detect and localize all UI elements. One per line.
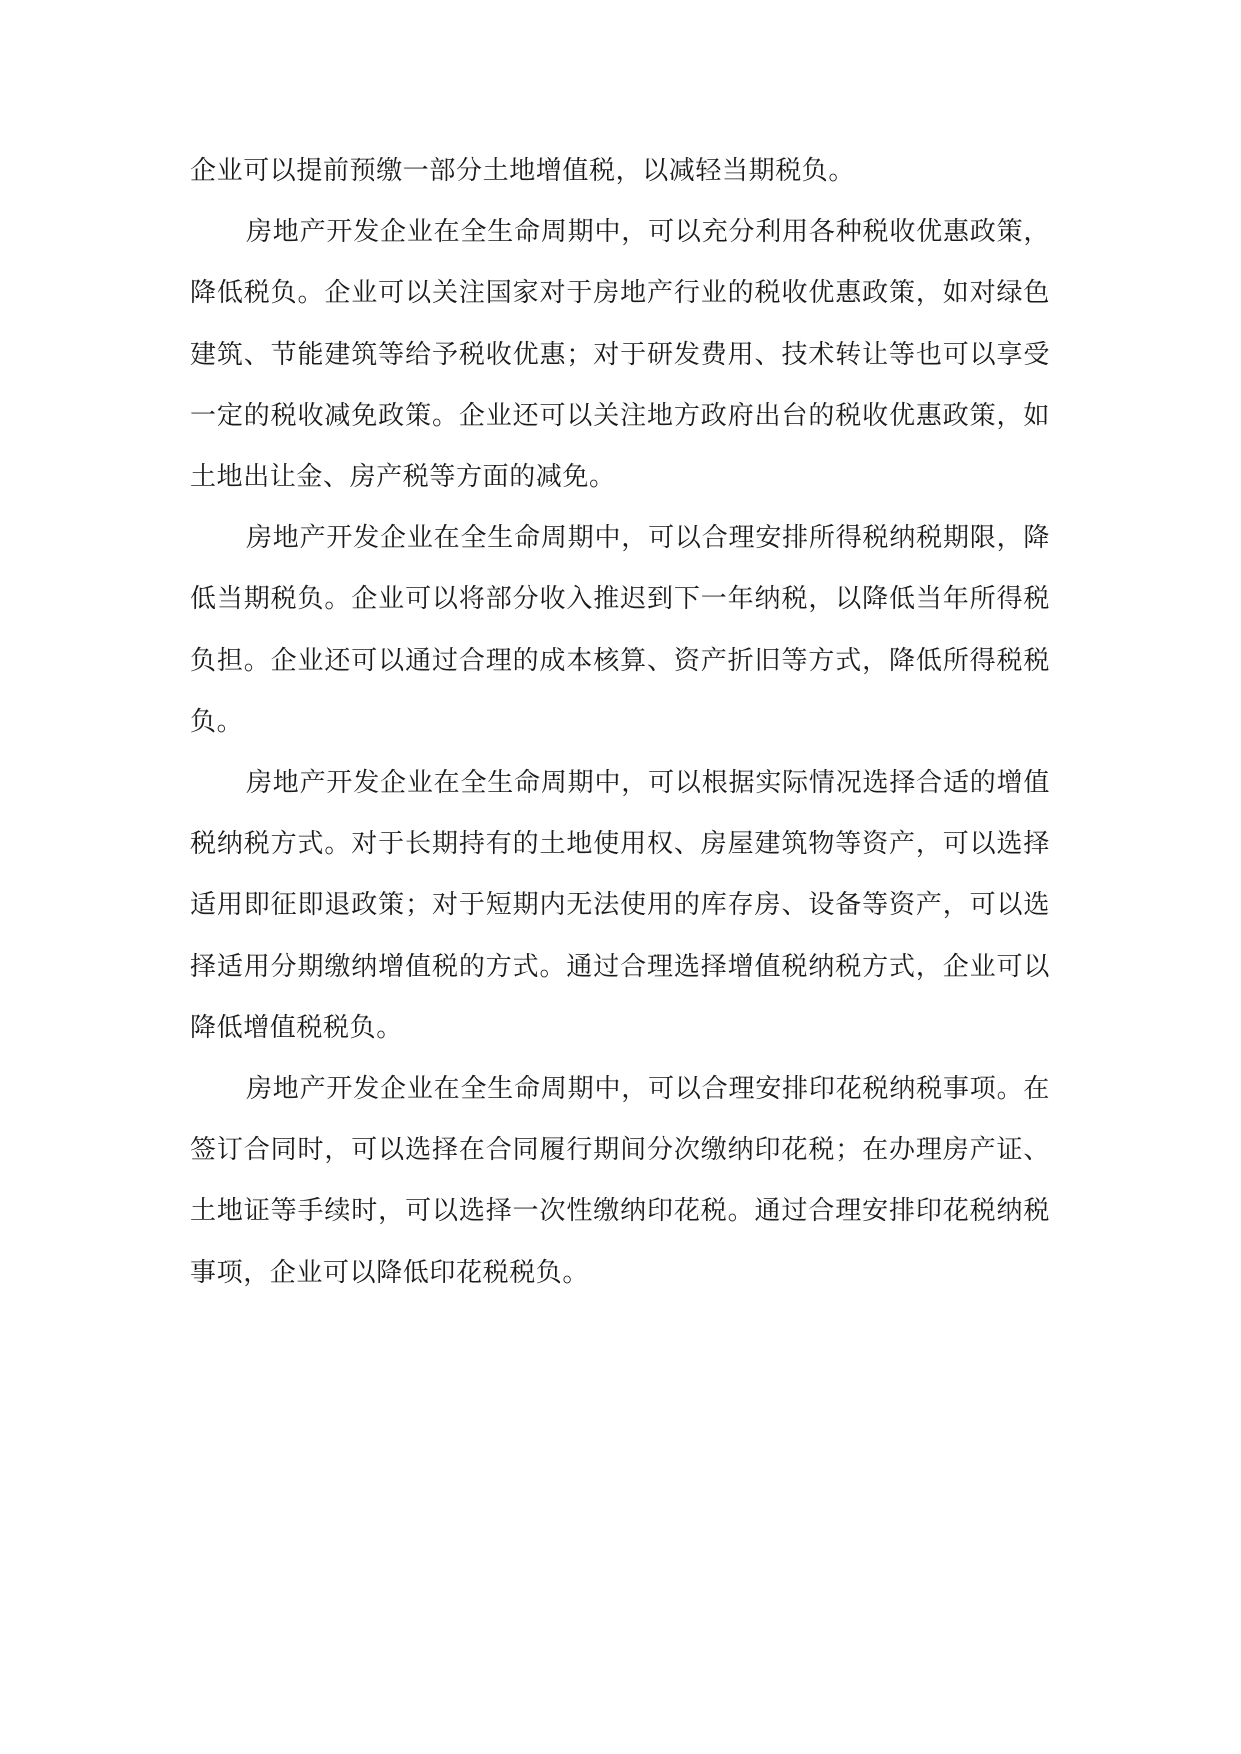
paragraph-income-tax: 房地产开发企业在全生命周期中，可以合理安排所得税纳税期限，降低当期税负。企业可以将部分收入推迟到下一年纳税，以降低当年所得税负担。企业还可以通过合理的成本核算、资产折旧等方式，降低所得税税负。 <box>190 523 1050 737</box>
paragraph-vat: 房地产开发企业在全生命周期中，可以根据实际情况选择合适的增值税纳税方式。对于长期持有的土地使用权、房屋建筑物等资产，可以选择适用即征即退政策；对于短期内无法使用的库存房、设备等资产，可以选择适用分期缴纳增值税的方式。通过合理选择增值税纳税方式，企业可以降低增值税税负。 <box>190 768 1050 1043</box>
paragraph-continuation: 企业可以提前预缴一部分土地增值税，以减轻当期税负。 <box>190 156 856 186</box>
paragraph-tax-incentives: 房地产开发企业在全生命周期中，可以充分利用各种税收优惠政策，降低税负。企业可以关注国家对于房地产行业的税收优惠政策，如对绿色建筑、节能建筑等给予税收优惠；对于研发费用、技术转让等也可以享受一定的税收减免政策。企业还可以关注地方政府出台的税收优惠政策，如土地出让金、房产税等方面的减免。 <box>190 217 1050 493</box>
document-body <box>190 141 1050 1304</box>
paragraph-stamp-duty: 房地产开发企业在全生命周期中，可以合理安排印花税纳税事项。在签订合同时，可以选择在合同履行期间分次缴纳印花税；在办理房产证、土地证等手续时，可以选择一次性缴纳印花税。通过合理安排印花税纳税事项，企业可以降低印花税税负。 <box>190 1074 1050 1288</box>
